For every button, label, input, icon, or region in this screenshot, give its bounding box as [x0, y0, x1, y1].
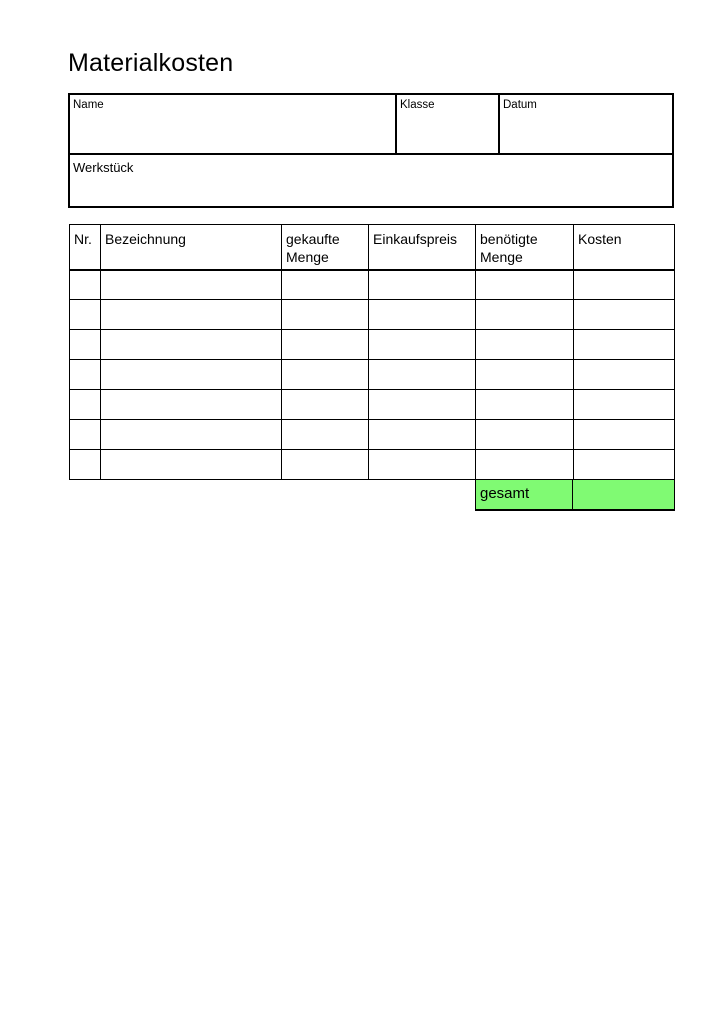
table-cell[interactable] [282, 270, 369, 300]
table-cell[interactable] [70, 450, 101, 480]
table-cell[interactable] [70, 390, 101, 420]
table-cell[interactable] [101, 360, 282, 390]
header-line: benötigte [480, 231, 538, 247]
table-cell[interactable] [70, 420, 101, 450]
table-cell[interactable] [574, 300, 675, 330]
table-row [70, 450, 675, 480]
table-cell[interactable] [369, 390, 476, 420]
table-cell[interactable] [476, 450, 574, 480]
table-cell[interactable] [70, 300, 101, 330]
table-cell[interactable] [574, 360, 675, 390]
table-cell[interactable] [369, 270, 476, 300]
table-row [70, 390, 675, 420]
page-title: Materialkosten [68, 49, 234, 77]
student-info-box [68, 93, 674, 208]
header-line: Kosten [578, 231, 622, 247]
table-cell[interactable] [369, 420, 476, 450]
table-cell[interactable] [476, 300, 574, 330]
header-line: gekaufte [286, 231, 340, 247]
table-row [70, 300, 675, 330]
total-label: gesamt [476, 480, 573, 509]
datum-field[interactable] [500, 95, 672, 153]
table-row [70, 270, 675, 300]
header-line: Menge [480, 249, 523, 265]
table-cell[interactable] [574, 450, 675, 480]
table-cell[interactable] [369, 360, 476, 390]
table-cell[interactable] [101, 270, 282, 300]
table-body [70, 270, 675, 480]
header-line: Einkaufspreis [373, 231, 458, 247]
name-field[interactable] [70, 95, 397, 153]
table-cell[interactable] [282, 360, 369, 390]
column-header-nr [70, 225, 101, 270]
table-cell[interactable] [101, 450, 282, 480]
table-cell[interactable] [476, 270, 574, 300]
info-row-top [70, 95, 672, 155]
table-cell[interactable] [476, 390, 574, 420]
table-cell[interactable] [574, 390, 675, 420]
table-cell[interactable] [282, 300, 369, 330]
klasse-field[interactable] [397, 95, 500, 153]
table-cell[interactable] [101, 390, 282, 420]
total-value-cell[interactable] [573, 480, 674, 509]
table-cell[interactable] [369, 300, 476, 330]
werkstueck-field[interactable] [70, 155, 672, 206]
table-cell[interactable] [101, 330, 282, 360]
table-cell[interactable] [574, 330, 675, 360]
column-header-benoetigte-menge [476, 225, 574, 270]
column-header-bezeichnung [101, 225, 282, 270]
table-row [70, 420, 675, 450]
total-row [475, 480, 675, 511]
material-cost-table [69, 224, 675, 480]
table-cell[interactable] [101, 300, 282, 330]
table-cell[interactable] [476, 360, 574, 390]
table-header-row [70, 225, 675, 270]
header-line: Bezeichnung [105, 231, 186, 247]
table-cell[interactable] [476, 420, 574, 450]
header-line: Nr. [74, 231, 92, 247]
table-cell[interactable] [282, 450, 369, 480]
table-cell[interactable] [369, 330, 476, 360]
column-header-gekaufte-menge [282, 225, 369, 270]
column-header-einkaufspreis [369, 225, 476, 270]
datum-label: Datum [503, 99, 537, 111]
werkstueck-label: Werkstück [73, 160, 134, 175]
table-cell[interactable] [282, 420, 369, 450]
header-line: Menge [286, 249, 329, 265]
table-cell[interactable] [70, 330, 101, 360]
table-cell[interactable] [282, 390, 369, 420]
table-cell[interactable] [574, 270, 675, 300]
table-cell[interactable] [574, 420, 675, 450]
column-header-kosten [574, 225, 675, 270]
table-cell[interactable] [282, 330, 369, 360]
table-row [70, 330, 675, 360]
table-cell[interactable] [101, 420, 282, 450]
table-row [70, 360, 675, 390]
table-cell[interactable] [70, 360, 101, 390]
table-cell[interactable] [70, 270, 101, 300]
klasse-label: Klasse [400, 99, 435, 111]
name-label: Name [73, 99, 104, 111]
table-cell[interactable] [369, 450, 476, 480]
table-cell[interactable] [476, 330, 574, 360]
